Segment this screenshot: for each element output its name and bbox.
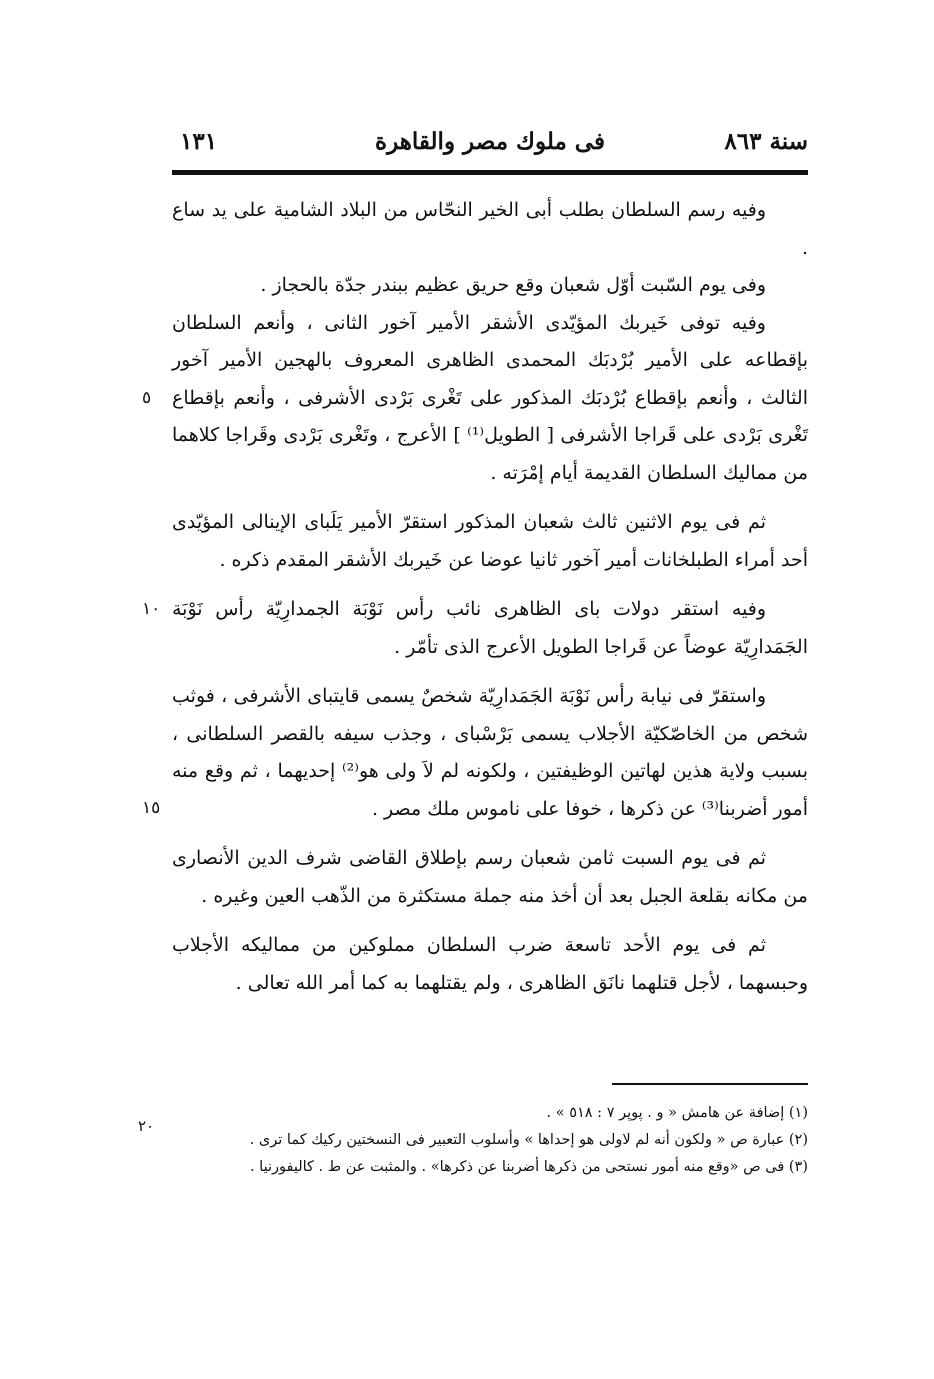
paragraph [142, 591, 808, 666]
line-number-marker: ٢٠ [138, 1117, 155, 1135]
paragraph-text: وفيه توفى خَيربك المؤيّدى الأشقر الأمير آخور الثانى ، وأنعم السلطان بإقطاعه على الأمير بُرْدبَك المحمدى الظاهرى المعروف بالهجين الأمير آخور الثالث ، وأنعم بإقطاع بُرْدبَك المذكور على تَغْرى بَرْدى الأشرفى ، وأنعم بإقطاع تَغْرى بَرْدى على قَراجا الأشرفى [ الطويل⁽¹⁾ ] الأعرج ، وتَغْرى بَرْدى وقَراجا كلاهما من مماليك السلطان القديمة أيام إمْرَته . [172, 311, 809, 484]
paragraph-text: ثم فى يوم الاثنين ثالث شعبان المذكور استقرّ الأمير يَلَباى الإينالى المؤيّدى أحد أمراء الطبلخانات أمير آخور ثانيا عوضا عن خَيربك الأشقر المقدم ذكره . [172, 511, 808, 571]
footnote [172, 1127, 808, 1154]
line-number-marker: ١٠ [142, 599, 161, 619]
main-text [142, 192, 809, 1002]
paragraph [142, 678, 808, 828]
header-year: سنة ٨٦٣ [724, 128, 808, 155]
footnote [172, 1100, 808, 1127]
paragraph-text: وفى يوم السّبت أوّل شعبان وقع حريق عظيم ببندر جدّة بالحجاز . [260, 274, 766, 296]
running-header [172, 122, 808, 168]
footnote-text: (١) إضافة عن هامش « و . پوپر ٧ : ٥١٨ » . [546, 1105, 808, 1121]
line-number-marker: ٥ [142, 387, 152, 408]
footnote-text: (٣) فى ص «وقع منه أمور نستحى من ذكرها أضربنا عن ذكرها» . والمثبت عن ط . كاليفورنيا . [249, 1159, 808, 1175]
footnotes [172, 1100, 808, 1181]
paragraph [142, 305, 809, 493]
footnote-rule [612, 1083, 808, 1085]
paragraph [172, 504, 808, 579]
footnote [172, 1154, 808, 1181]
paragraph-text: ثم فى يوم السبت ثامن شعبان رسم بإطلاق القاضى شرف الدين الأنصارى من مكانه بقلعة الجبل بعد أن أخذ منه جملة مستكثرة من الذّهب العين وغيره . [172, 847, 808, 907]
paragraph [172, 927, 808, 1002]
footnote-text: (٢) عبارة ص « ولكون أنه لم لاولى هو إحداها » وأسلوب التعبير فى النسختين ركيك كما ترى . [249, 1132, 808, 1148]
paragraph [172, 267, 808, 305]
header-title: فى ملوك مصر والقاهرة [375, 128, 605, 155]
paragraph [172, 192, 808, 267]
paragraph-text: ثم فى يوم الأحد تاسعة ضرب السلطان مملوكين من مماليكه الأجلاب وحبسهما ، لأجل قتلهما نانَق الظاهرى ، ولم يقتلهما به كما أمر الله تعالى . [172, 934, 808, 994]
line-number-marker: ١٥ [142, 798, 161, 818]
paragraph-text: واستقرّ فى نيابة رأس نَوْبَة الجَمَدارِيّة شخصٌ يسمى قايتباى الأشرفى ، فوثب شخص من الخاصّكيّة الأجلاب يسمى بَرْسْباى ، وجذب سيفه بالقصر السلطانى ، بسبب ولاية هذين لهاتين الوظيفتين ، ولكونه لم لاَ ولى هو⁽²⁾ إحديهما ، ثم وقع منه أمور أضربنا⁽³⁾ عن ذكرها ، خوفا على ناموس ملك مصر . [172, 685, 808, 820]
page-number: ١٣١ [180, 128, 218, 155]
header-rule [172, 170, 808, 173]
paragraph [172, 840, 808, 915]
paragraph-text: وفيه رسم السلطان بطلب أبى الخير النحّاس من البلاد الشامية على يد ساع . [172, 199, 808, 259]
paragraph-text: وفيه استقر دولات باى الظاهرى نائب رأس نَوْبَة الجمدارِيّة رأس نَوْبَة الجَمَدارِيّة عوضاً عن قَراجا الطويل الأعرج الذى تأمّر . [172, 598, 808, 658]
